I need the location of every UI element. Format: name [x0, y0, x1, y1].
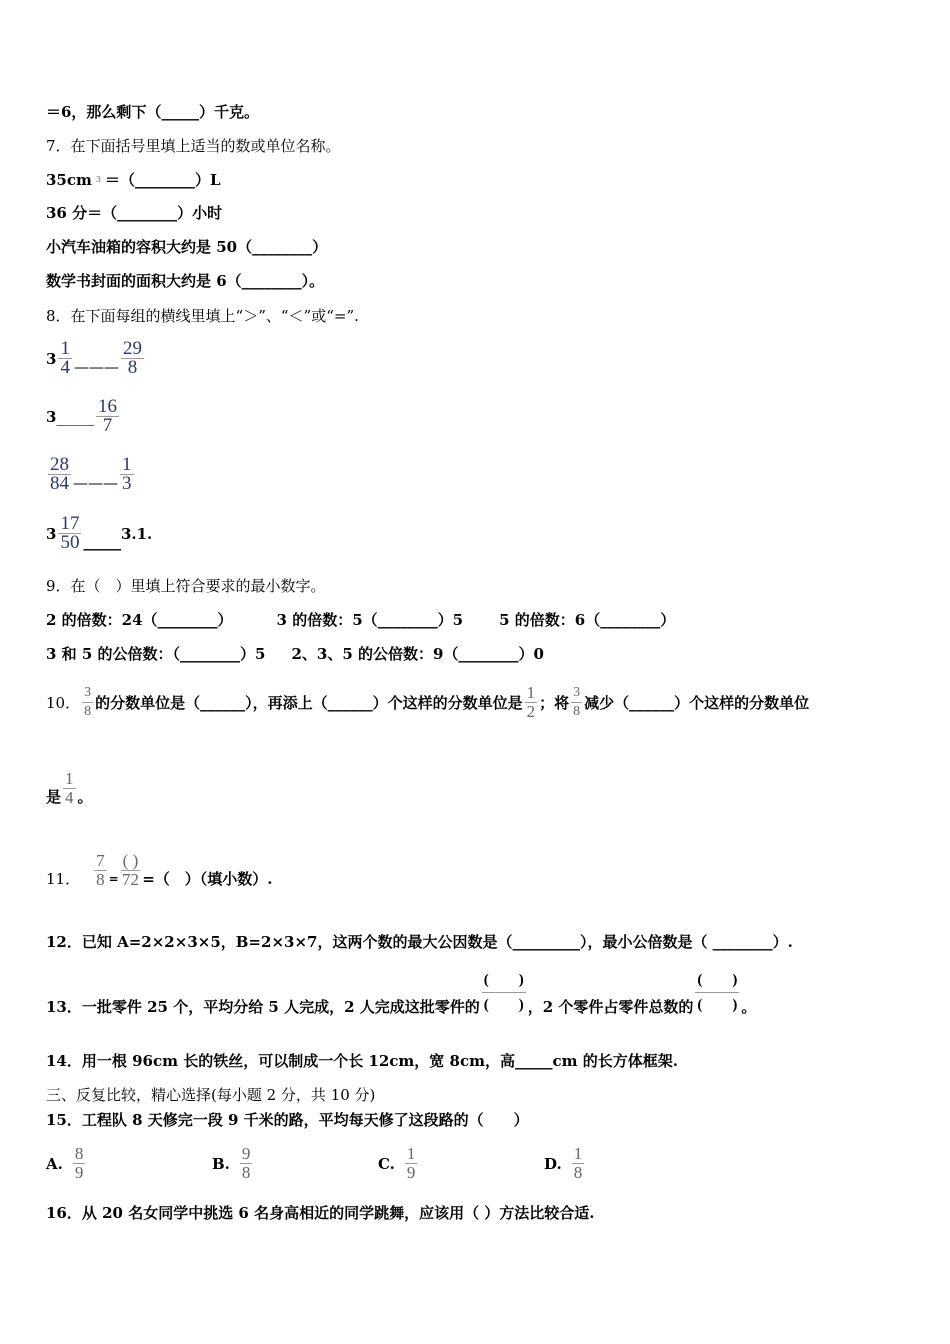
q6-tail: ＝6，那么剩下（_____）千克。: [46, 103, 259, 121]
q8-row4: [46, 515, 152, 552]
answer-blank[interactable]: _____: [56, 407, 94, 426]
q9-a: 2 的倍数：24（________）: [46, 611, 233, 629]
q7-line4: 数学书封面的面积大约是 6（________）。: [46, 272, 325, 290]
q11: [46, 852, 273, 889]
answer-fraction[interactable]: $\frac{( )}{( )}$: [695, 968, 739, 1017]
q7-line2: 36 分＝（________）小时: [46, 204, 223, 222]
q10-t2: ；将: [539, 693, 570, 712]
q8-title: 8．在下面每组的横线里填上“＞”、“＜”或“=”.: [46, 307, 359, 325]
fraction: $\frac{1}{4}$: [60, 338, 70, 378]
q13-end: 。: [741, 998, 757, 1016]
q9-row2: [46, 644, 544, 664]
q11-tail: =（ ）（填小数）.: [142, 870, 273, 888]
whole: 3: [46, 524, 57, 543]
q10-t1: 的分数单位是（______），再添上（______）个这样的分数单位是: [95, 693, 523, 712]
answer-fraction[interactable]: $\frac{( )}{( )}$: [482, 968, 526, 1017]
fraction: $\frac{16}{7}$: [97, 396, 117, 436]
q8-row1: [46, 340, 146, 377]
fraction: $\frac{3}{8}$: [84, 685, 92, 719]
q9-row1: [46, 610, 675, 630]
q13: [46, 968, 756, 1017]
fraction: $\frac{( )}{72}$: [121, 851, 139, 889]
q7-l1b: ＝（________）L: [104, 171, 221, 189]
q7-sup: 3: [95, 175, 101, 184]
q9-d: 3 和 5 的公倍数：（________）5: [46, 645, 266, 663]
q14: 14．用一根 96cm 长的铁丝，可以制成一个长 12cm，宽 8cm，高_____cm 的长方体框架.: [46, 1052, 678, 1070]
q8-row3: [46, 456, 136, 493]
equals: =: [108, 872, 119, 886]
answer-blank[interactable]: ———: [73, 358, 119, 376]
q-num: 11．: [46, 870, 81, 888]
fraction: $\frac{1}{2}$: [526, 683, 536, 721]
option-a[interactable]: A. $\frac{8}{9}$: [46, 1144, 84, 1182]
q7-line3: 小汽车油箱的容积大约是 50（________）: [46, 238, 328, 256]
q7-title: 7．在下面括号里填上适当的数或单位名称。: [46, 137, 341, 155]
option-b[interactable]: B. $\frac{9}{8}$: [212, 1144, 251, 1182]
fraction: $\frac{1}{3}$: [122, 454, 132, 494]
whole: 3: [46, 407, 57, 426]
q10-t4: 是: [46, 788, 62, 806]
q9-c: 5 的倍数：6（________）: [499, 611, 676, 629]
q7-line1: [46, 170, 221, 190]
whole: 3: [46, 349, 57, 368]
q-num: 10．: [46, 693, 81, 712]
q16: 16．从 20 名女同学中挑选 6 名身高相近的同学跳舞，应该用（ ）方法比较合适.: [46, 1204, 595, 1222]
q15: 15．工程队 8 天修完一段 9 千米的路，平均每天修了这段路的（ ）: [46, 1111, 529, 1129]
q13-text: 13．一批零件 25 个，平均分给 5 人完成，2 人完成这批零件的: [46, 998, 480, 1016]
fraction: $\frac{17}{50}$: [60, 513, 80, 553]
answer-blank[interactable]: ———: [73, 474, 118, 492]
fraction: $\frac{29}{8}$: [122, 338, 142, 378]
q12: 12．已知 A=2×2×3×5，B=2×3×7，这两个数的最大公因数是（_________），最小公倍数是（ ________）.: [46, 933, 793, 951]
fraction: $\frac{3}{8}$: [573, 685, 581, 719]
q13-mid: ，2 个零件占零件总数的: [527, 998, 694, 1016]
q8-tail: 3.1.: [120, 524, 153, 543]
q8-row2: [46, 398, 121, 435]
q7-l1a: 35cm: [46, 171, 92, 189]
answer-blank[interactable]: _____: [83, 533, 121, 551]
fraction: $\frac{7}{8}$: [96, 851, 105, 889]
q9-title: 9．在（ ）里填上符合要求的最小数字。: [46, 577, 326, 595]
fraction: $\frac{28}{84}$: [50, 454, 69, 494]
option-d[interactable]: D. $\frac{1}{8}$: [544, 1144, 583, 1182]
q15-options: [46, 1145, 586, 1182]
q9-b: 3 的倍数：5（________）5: [276, 611, 464, 629]
fraction: $\frac{1}{4}$: [65, 769, 74, 807]
q10-cont: [46, 770, 93, 807]
option-c[interactable]: C. $\frac{1}{9}$: [378, 1144, 416, 1182]
q10-t3: 减少（______）个这样的分数单位: [584, 693, 810, 712]
q10-t5: 。: [77, 788, 93, 806]
q9-e: 2、3、5 的公倍数：9（________）0: [291, 645, 544, 663]
q10: [46, 684, 809, 721]
section-3-heading: 三、反复比较，精心选择(每小题 2 分，共 10 分): [46, 1086, 376, 1104]
